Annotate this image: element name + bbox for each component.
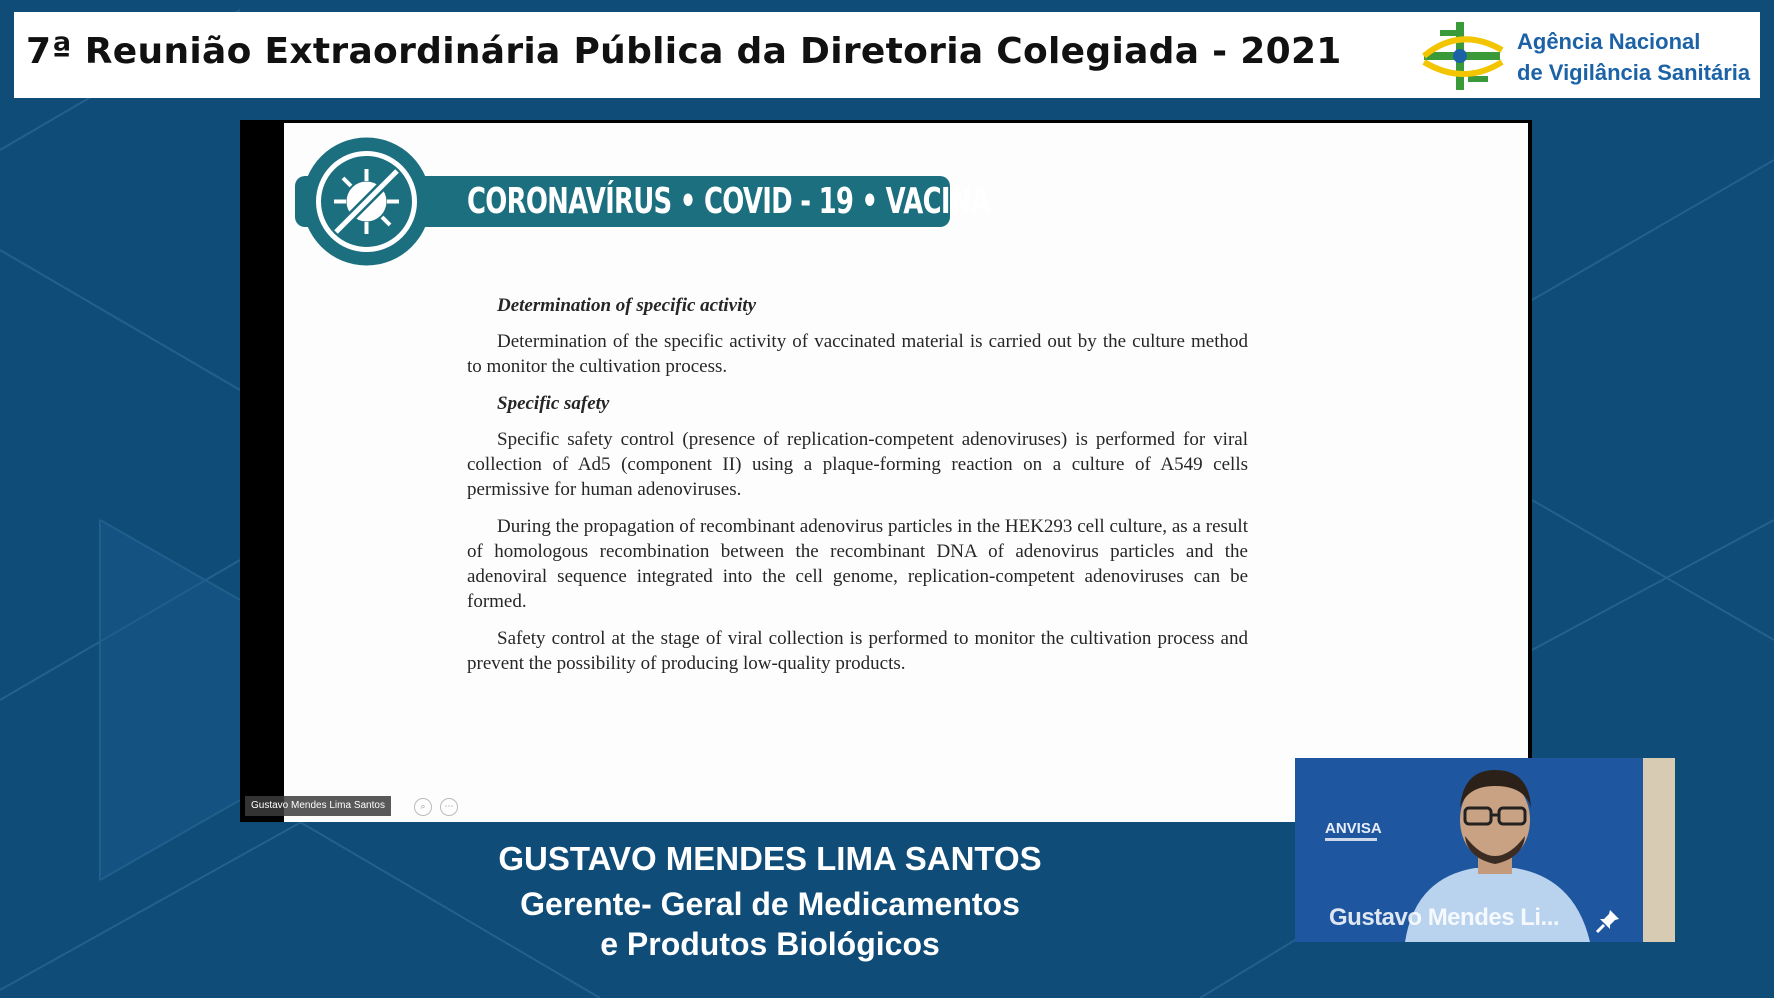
agency-name [1517,26,1750,88]
speaker-role-2: e Produtos Biológicos [600,926,940,962]
heading-specific-activity: Determination of specific activity [497,295,757,316]
paragraph-2: Specific safety control (presence of replication-competent adenoviruses) is performed for viral collection of Ad5 (component II) using a plaque-forming reaction on a culture of A549 cells permissive for human adenoviruses. [467,429,1248,500]
wall-logo-underline [1325,838,1377,841]
paragraph-4: Safety control at the stage of viral collection is performed to monitor the cultivation process and prevent the possibility of producing low-quality products. [467,628,1248,674]
virus-crossed-icon [300,135,433,268]
shared-screen [240,120,1532,822]
meeting-title: 7ª Reunião Extraordinária Pública da Diretoria Colegiada - 2021 [26,31,1342,72]
heading-specific-safety: Specific safety [497,393,610,414]
agency-line-1: Agência Nacional [1517,29,1701,54]
agency-line-2: de Vigilância Sanitária [1517,60,1751,85]
wall-logo: ANVISA [1325,820,1382,837]
camera-name-overlay: Gustavo Mendes Li... [1329,904,1560,931]
speaker-role-1: Gerente- Geral de Medicamentos [520,886,1020,922]
speaker-name: GUSTAVO MENDES LIMA SANTOS [498,840,1042,877]
presenter-tag: Gustavo Mendes Lima Santos [245,796,391,816]
anvisa-logo-icon [1418,16,1508,96]
title-bar [14,12,1760,98]
paragraph-3: During the propagation of recombinant adenovirus particles in the HEK293 cell culture, as a result of homologous recombination between the recombinant DNA of adenovirus particles and the adenoviral sequence integrated into the cell genome, replication-competent adenoviruses can be formed. [467,516,1248,612]
slide-document [467,293,1248,688]
pin-icon[interactable] [1595,908,1621,934]
banner-text: CORONAVÍRUS • COVID - 19 • VACINA [467,181,991,222]
more-icon[interactable]: ⋯ [440,798,458,816]
presentation-slide [284,123,1528,822]
camera-wall [1643,758,1675,942]
speaker-caption [420,838,1120,964]
speaker-video[interactable] [1295,758,1675,942]
zoom-icon[interactable]: ⌕ [414,798,432,816]
paragraph-1: Determination of the specific activity of vaccinated material is carried out by the culture method to monitor the cultivation process. [467,331,1248,377]
